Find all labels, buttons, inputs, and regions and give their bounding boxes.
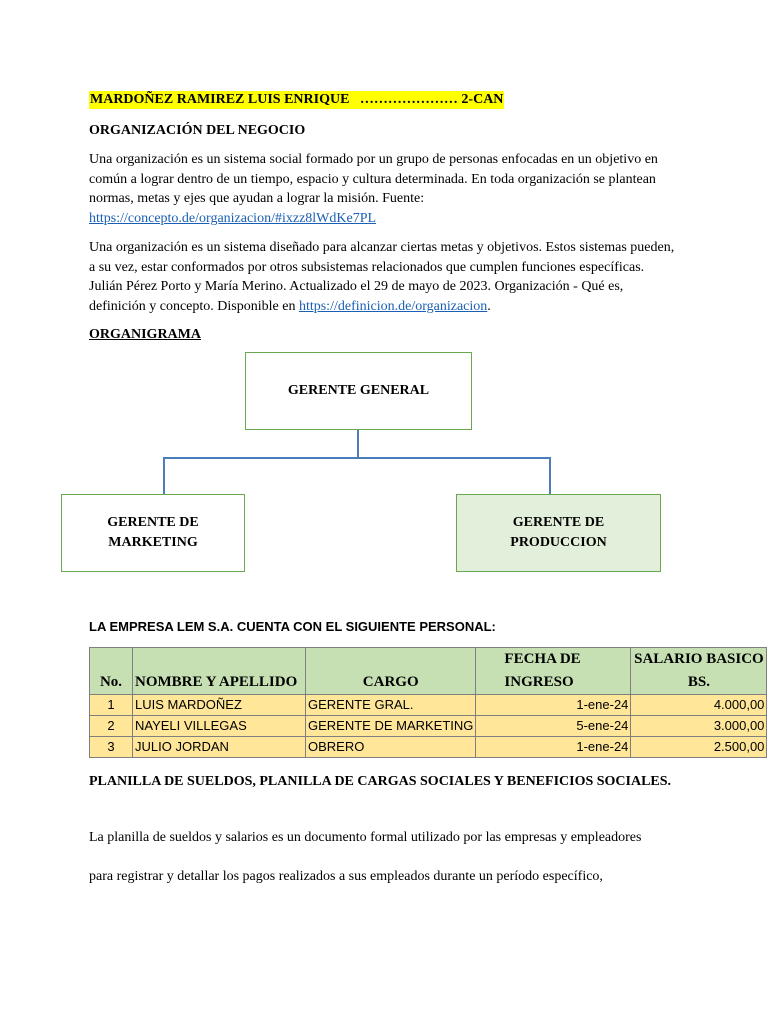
org-connector-right (549, 457, 551, 495)
cell-fecha: 1-ene-24 (476, 695, 631, 716)
staff-table-title: LA EMPRESA LEM S.A. CUENTA CON EL SIGUIENTE PERSONAL: (89, 619, 496, 634)
paragraph-planilla-2: para registrar y detallar los pagos realizados a sus empleados durante un período específico, (89, 869, 603, 884)
paragraph-2-end: . (487, 298, 491, 314)
paragraph-definition-2 (89, 238, 679, 316)
col-header-nombre: NOMBRE Y APELLIDO (133, 648, 306, 695)
table-row (90, 695, 767, 716)
cell-no: 3 (90, 737, 133, 758)
org-label-gerente-marketing: GERENTE DE MARKETING (107, 515, 199, 550)
col-header-salario: SALARIO BASICO BS. (631, 648, 767, 695)
student-header: MARDOÑEZ RAMIREZ LUIS ENRIQUE ………………… 2-CAN (90, 92, 504, 107)
cell-no: 2 (90, 716, 133, 737)
section-title-organizacion: ORGANIZACIÓN DEL NEGOCIO (89, 123, 306, 138)
col-header-no: No. (90, 648, 133, 695)
org-connector-vertical-top (357, 430, 359, 458)
table-row (90, 737, 767, 758)
staff-table (89, 647, 767, 758)
paragraph-2-text: Una organización es un sistema diseñado para alcanzar ciertas metas y objetivos. Estos sistemas pueden, a su vez, estar conformados por otros subsistemas relacionados que cumplen funciones específicas. Julián Pérez Porto y María Merino. Actualizado el 29 de mayo de 2023. Organización - Qué es, definición y concepto. Disponible en (89, 240, 675, 314)
org-label-gerente-general: GERENTE GENERAL (287, 383, 430, 398)
cell-salario: 4.000,00 (631, 695, 767, 716)
cell-fecha: 5-ene-24 (476, 716, 631, 737)
org-box-gerente-marketing (61, 494, 245, 572)
cell-name: JULIO JORDAN (133, 737, 306, 758)
cell-fecha: 1-ene-24 (476, 737, 631, 758)
paragraph-1-text: Una organización es un sistema social formado por un grupo de personas enfocadas en un objetivo en común a lograr dentro de un tiempo, espacio y cultura determinada. En toda organización se plantean normas, metas y ejes que ayudan a lograr la misión. Fuente: (89, 152, 658, 206)
cell-name: LUIS MARDOÑEZ (133, 695, 306, 716)
org-box-gerente-general (245, 352, 472, 430)
section-title-planilla: PLANILLA DE SUELDOS, PLANILLA DE CARGAS SOCIALES Y BENEFICIOS SOCIALES. (89, 774, 672, 789)
org-connector-horizontal (163, 457, 551, 459)
staff-table-header (90, 648, 767, 695)
cell-no: 1 (90, 695, 133, 716)
cell-salario: 3.000,00 (631, 716, 767, 737)
col-header-fecha: FECHA DE INGRESO (476, 648, 631, 695)
paragraph-definition-1 (89, 150, 679, 228)
orgchart-title: ORGANIGRAMA (89, 327, 201, 342)
cell-cargo: GERENTE GRAL. (306, 695, 476, 716)
source-link-concepto[interactable]: https://concepto.de/organizacion/#ixzz8lWdKe7PL (89, 210, 377, 226)
org-connector-left (163, 457, 165, 495)
col-header-cargo: CARGO (306, 648, 476, 695)
cell-name: NAYELI VILLEGAS (133, 716, 306, 737)
org-box-gerente-produccion (456, 494, 661, 572)
paragraph-planilla-1: La planilla de sueldos y salarios es un documento formal utilizado por las empresas y empleadores (89, 830, 642, 845)
cell-cargo: OBRERO (306, 737, 476, 758)
source-link-definicion[interactable]: https://definicion.de/organizacion (298, 298, 488, 314)
org-label-gerente-produccion: GERENTE DE PRODUCCION (510, 515, 607, 550)
cell-salario: 2.500,00 (631, 737, 767, 758)
cell-cargo: GERENTE DE MARKETING (306, 716, 476, 737)
table-row (90, 716, 767, 737)
